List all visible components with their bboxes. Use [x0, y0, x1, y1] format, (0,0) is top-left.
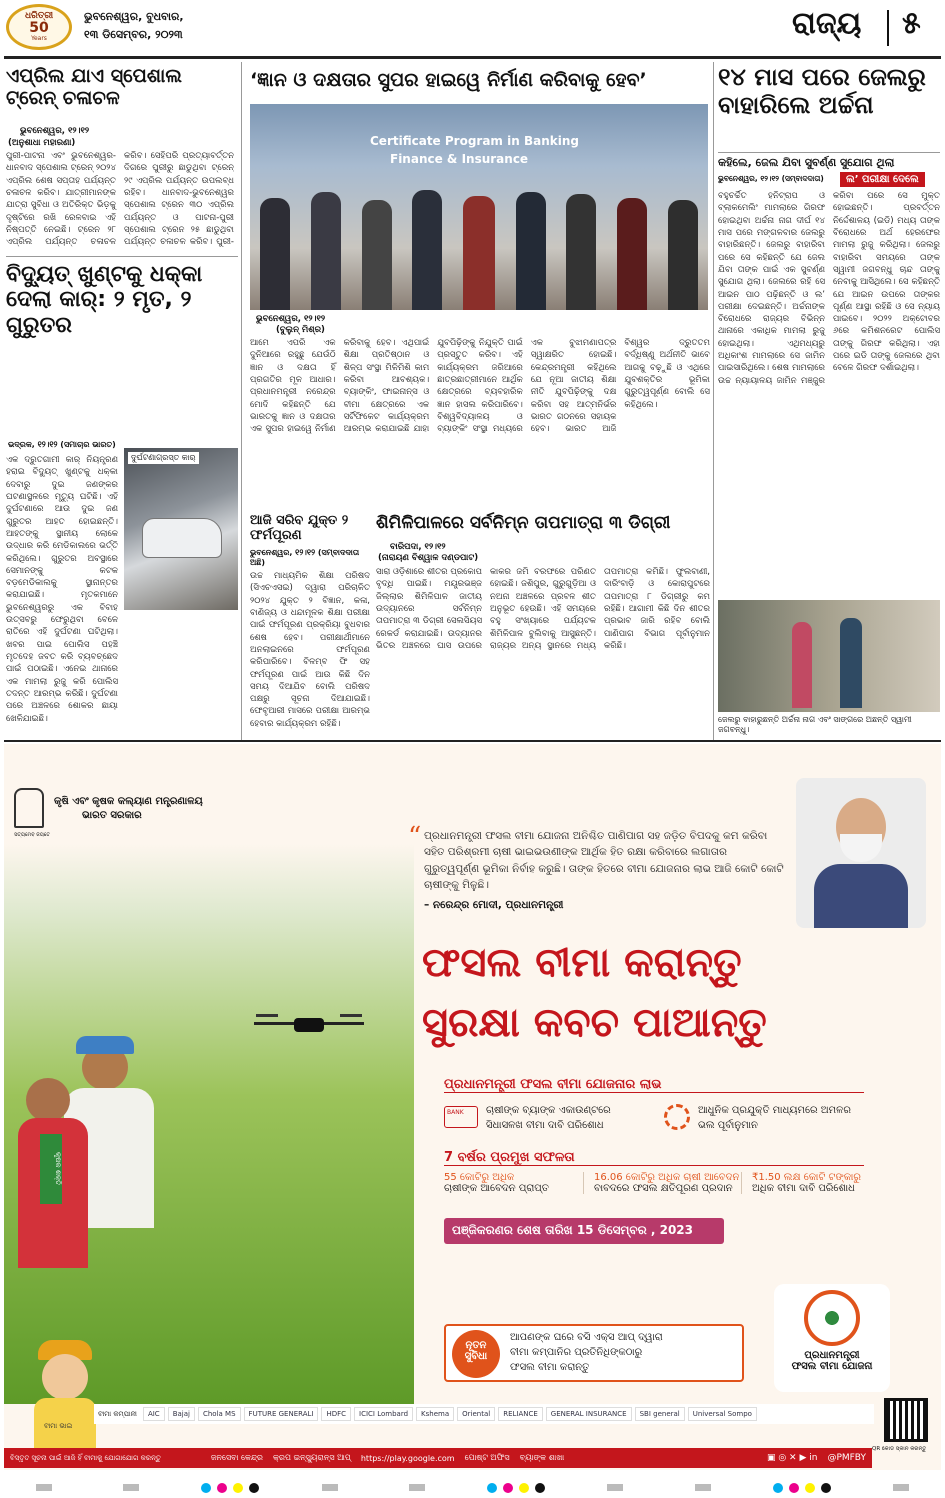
car-headline: ବିଦ୍ୟୁତ୍ ଖୁଣ୍ଟକୁ ଧକ୍କା ଦେଲା କାର୍: ୨ ମୃତ, ୨ ଗୁରୁତର	[6, 262, 203, 338]
jail-tag: ଲ’ ପରୀକ୍ଷା ଦେଲେ	[840, 172, 925, 187]
section-name: ରାଜ୍ୟ	[792, 6, 862, 41]
masthead-rule	[4, 56, 941, 59]
stat-2-label: ବାବଦରେ ଫସଲ କ୍ଷତିପୂରଣ ପ୍ରଦାନ	[594, 1183, 733, 1194]
drone-icon	[254, 1014, 364, 1038]
jail-headline: ୧୪ ମାସ ପରେ ଜେଲରୁ ବାହାରିଲେ ଅର୍ଚ୍ଚନା	[718, 63, 926, 119]
jail-photo	[718, 600, 940, 712]
car-top-rule	[6, 256, 238, 257]
ad-headline-1: ଫସଲ ବୀମା କରାନ୍ତୁ	[422, 940, 742, 986]
bottom-strip-text: ବିସ୍ତୃତ ସୂଚନା ପାଇଁ ଆଜି ହିଁ ବୀମାକୁ ଯୋଗାଯୋଗ କରନ୍ତୁ	[10, 1453, 161, 1462]
insurer-logo: FUTURE GENERALI	[244, 1407, 319, 1421]
emblem-label: ସତ୍ୟମେବ ଜୟତେ	[14, 832, 50, 838]
train-body: ପୁରୀ-ପାଟନା ଏବଂ ଭୁବନେଶ୍ୱର-ଧାନବାଦ ସ୍ପେଶାଲ ଟ୍ରେନ୍ ୨୦୨୪ ଏପ୍ରିଲ ଶେଷ ସପ୍ତାହ ପର୍ଯ୍ୟନ୍ତ ଚଳାଚଳ କରିବ। ଯାତ୍ରୀମାନଙ୍କ ଯାତ୍ରା ସୁବିଧା ଓ ଅତିରିକ୍ତ ଭିଡ଼କୁ ଦୃଷ୍ଟିରେ ରଖି ରେଳବାଇ ଏହି ନିଷ୍ପତ୍ତି ନେଇଛି। ଟ୍ରେନ ୨୮ ଏପ୍ରିଲ ପର୍ଯ୍ୟନ୍ତ ଚଳାଚଳ କରିବ। ସେହିପରି ପ୍ରତ୍ୟାବର୍ତ୍ତନ ଦିଗରେ ପୁରୀରୁ ଛାଡୁଥିବା ଟ୍ରେନ୍ ୨୯ ଏପ୍ରିଲ ପର୍ଯ୍ୟନ୍ତ ଉପଲବ୍ଧ ରହିବ। ଧାନବାଦ-ଭୁବନେଶ୍ୱର ସ୍ପେଶାଲ ଟ୍ରେନ ୩୦ ଏପ୍ରିଲ ପର୍ଯ୍ୟନ୍ତ ଓ ପାଟନା-ପୁରୀ ସ୍ପେଶାଲ ଟ୍ରେନ ୨୫ ଛାଡୁଥିବା ପର୍ଯ୍ୟନ୍ତ ଚଳାଚଳ କରିବ। ପୁରୀ-	[6, 151, 234, 248]
ministry-name: କୃଷି ଏବଂ କୃଷକ କଲ୍ୟାଣ ମନ୍ତ୍ରଣାଳୟ	[54, 796, 203, 807]
insurer-logo: GENERAL INSURANCE	[546, 1407, 632, 1421]
stat-2	[594, 1172, 742, 1194]
new-facility-box	[444, 1324, 744, 1382]
pharmacy-headline: ଆଜି ସରିବ ଯୁକ୍ତ ୨ ଫର୍ମପୂରଣ	[250, 513, 349, 543]
new-facility-badge	[452, 1330, 500, 1378]
jail-dateline: ଭୁବନେଶ୍ୱର, ୧୨।୧୨ (ସମ୍ବାଦଦାତା)	[718, 174, 824, 183]
logo-anniversary: 50	[29, 20, 49, 36]
quote-author: – ନରେନ୍ଦ୍ର ମୋଦୀ, ପ୍ରଧାନମନ୍ତ୍ରୀ	[424, 899, 564, 912]
newspaper-logo	[6, 4, 72, 50]
qr-label: QR କୋଡ ସ୍କାନ କରନ୍ତୁ	[872, 1446, 927, 1452]
bima-mascot	[16, 1334, 116, 1464]
contact-bank: ବ୍ୟାଙ୍କ ଶାଖା	[519, 1453, 565, 1462]
stat-3	[752, 1172, 892, 1194]
gray-block	[409, 1484, 425, 1491]
gray-block	[893, 1484, 909, 1491]
facility-text-2: ବୀମା କମ୍ପାନିର ପ୍ରତିନିଧିଙ୍କଠାରୁ	[510, 1347, 643, 1358]
cmyk-dots	[484, 1478, 548, 1497]
insurer-logo: Bajaj	[168, 1407, 195, 1421]
highway-headline: ‘ଜ୍ଞାନ ଓ ଦକ୍ଷତାର ସୁପର ହାଇୱେ ନିର୍ମାଣ କରିବାକୁ ହେବ’	[250, 69, 647, 91]
insurer-logo: RELIANCE	[498, 1407, 543, 1421]
stat-3-label: ଅଧିକ ବୀମା ଦାବି ପରିଶୋଧ	[752, 1183, 855, 1194]
sash-text: କୃଷକ ଶକ୍ତି	[54, 1152, 62, 1186]
benefits-title: ପ୍ରଧାନମନ୍ତ୍ରୀ ଫସଲ ବୀମା ଯୋଜନାର ଲାଭ	[444, 1077, 864, 1093]
insurer-logo: Chola MS	[198, 1407, 241, 1421]
pm-quote	[408, 822, 784, 912]
cmyk-dots	[198, 1478, 262, 1497]
insurer-logo: Universal Sompo	[688, 1407, 757, 1421]
pmfby-logo	[774, 1284, 890, 1392]
pmfby-advertisement	[4, 744, 941, 1470]
car-dateline: ଭଦ୍ରକ, ୧୨।୧୨ (ସମାଚାର ଭାରତ)	[8, 440, 116, 449]
stat-1-label: ଚାଷୀଙ୍କ ଆବେଦନ ପ୍ରାପ୍ତ	[444, 1183, 549, 1194]
temperature-body: ସାରା ଓଡ଼ିଶାରେ ଶୀତର ପ୍ରକୋପ ବୃଦ୍ଧି ପାଇଛି। ମୟୂରଭଞ୍ଜ ଜିଲ୍ଲାର ଶିମିଳିପାଳ ଜାତୀୟ ଉଦ୍ୟାନରେ ସର୍ବନିମ୍ନ ତାପମାତ୍ରା ୩ ଡିଗ୍ରୀ ସେଲସିୟସ ରେକର୍ଡ କରାଯାଇଛି। ଉଦ୍ୟାନର ଭିତର ଅଞ୍ଚଳରେ ଘାସ ଉପରେ କାକର ଜମି ବରଫରେ ପରିଣତ ହୋଇଛି। ଜଶିପୁର, ଗୁରୁଗୁଡ଼ିଆ ଓ ନଅନା ଅଞ୍ଚଳରେ ପ୍ରବଳ ଶୀତ ଅନୁଭୂତ ହେଉଛି। ଏହି ସମୟରେ ବହୁ ସଂଖ୍ୟାରେ ପର୍ଯ୍ୟଟକ ଶିମିଳିପାଳ ବୁଲିବାକୁ ଆସୁଛନ୍ତି। ରାଜ୍ୟର ଅନ୍ୟ ସ୍ଥାନରେ ମଧ୍ୟ ତାପମାତ୍ରା କମିଛି। ଫୁଲବାଣୀ, ଦାରିଂବାଡ଼ି ଓ କୋରାପୁଟରେ ତାପମାତ୍ରା ୮ ଡିଗ୍ରୀରୁ କମ ରହିଛି। ଆଗାମୀ କିଛି ଦିନ ଶୀତର ପ୍ରଭାବ ଜାରି ରହିବ ବୋଲି ପାଣିପାଗ ବିଭାଗ ପୂର୍ବାନୁମାନ କରିଛି।	[376, 567, 710, 651]
insurer-logo: HDFC	[321, 1407, 351, 1421]
insurers-label: ବୀମା କମ୍ପାନୀ	[98, 1409, 137, 1418]
logo-years: Years	[31, 35, 47, 42]
highway-photo	[250, 104, 708, 310]
ad-headline-2: ସୁରକ୍ଷା କବଚ ପାଆନ୍ତୁ	[422, 1000, 767, 1046]
facility-text-3: ଫସଲ ବୀମା କରାନ୍ତୁ	[510, 1362, 590, 1373]
highway-byline: (ବୁଲୁନ୍ ମିଶ୍ର)	[276, 325, 325, 335]
quote-mark-icon: “	[408, 822, 422, 852]
jail-body: ବହୁଚର୍ଚ୍ଚିତ ହନିଟ୍ରାପ ଓ ବ୍ଲାକମେଲିଂ ମାମଲାରେ ଗିରଫ ହୋଇଥିବା ଅର୍ଚ୍ଚନା ନାଗ ଦୀର୍ଘ ୧୪ ମାସ ପରେ ମଙ୍ଗଳବାର ଜେଲରୁ ବାହାରିଛନ୍ତି। ଜେଲରୁ ବାହାରିବା ପରେ ସେ କହିଛନ୍ତି ଯେ ଜେଲ ଯିବା ତାଙ୍କ ପାଇଁ ଏକ ସୁବର୍ଣ୍ଣ ସୁଯୋଗ ଥିଲା। ଜେଲରେ ରହି ସେ ଆଇନ ପାଠ ପଢ଼ିଛନ୍ତି ଓ ଲ’ ପରୀକ୍ଷା ଦେଇଛନ୍ତି। ଅର୍ଚ୍ଚନାଙ୍କ ବିରୋଧରେ ରାଜ୍ୟର ବିଭିନ୍ନ ଥାନାରେ ଏକାଧିକ ମାମଲା ରୁଜୁ ହୋଇଥିଲା। ଏଥିମଧ୍ୟରୁ ଅଧିକାଂଶ ମାମଲାରେ ସେ ଜାମିନ ପାଇସାରିଥିଲେ। ଶେଷ ମାମଲାରେ ଉଚ୍ଚ ନ୍ୟାୟାଳୟ ଜାମିନ ମଞ୍ଜୁର କରିବା ପରେ ସେ ମୁକ୍ତ ହୋଇଛନ୍ତି। ପ୍ରବର୍ତ୍ତନ ନିର୍ଦ୍ଦେଶାଳୟ (ଇଡି) ମଧ୍ୟ ତାଙ୍କ ବିରୋଧରେ ଅର୍ଥ ହେରଫେର ମାମଲା ରୁଜୁ କରିଥିଲା। ଜେଲରୁ ବାହାରିବା ସମୟରେ ତାଙ୍କ ସ୍ୱାମୀ ଜଗବନ୍ଧୁ ଚାନ୍ଦ ତାଙ୍କୁ ନେବାକୁ ଆସିଥିଲେ। ସେ କହିଛନ୍ତି ଯେ ଆଇନ ଉପରେ ତାଙ୍କର ପୂର୍ଣ୍ଣ ଆସ୍ଥା ରହିଛି ଓ ସେ ନ୍ୟାୟ ପାଇବେ। ୨୦୨୨ ଅକ୍ଟୋବର ୬ରେ କମିଶନରେଟ ପୋଲିସ ତାଙ୍କୁ ଗିରଫ କରିଥିଲା। ଏହା ପରେ ଇଡି ତାଙ୍କୁ ଜେଲରେ ଥିବା ବେଳେ ଗିରଫ ଦର୍ଶାଇଥିଲା।	[718, 191, 940, 386]
car-photo	[124, 448, 238, 610]
new-facility-2: ସୁବିଧା	[464, 1351, 488, 1362]
temperature-dateline: ବାରିପଦା, ୧୨।୧୨	[390, 542, 446, 552]
photo-banner-1: Certificate Program in Banking	[370, 134, 579, 148]
achievements-title: 7 ବର୍ଷର ପ୍ରମୁଖ ସଫଳତା	[444, 1150, 864, 1166]
contact-url[interactable]: https://play.google.com	[360, 1453, 455, 1463]
stat-2-value: 16.06 କୋଟିରୁ ଅଧିକ ଚାଷୀ ଆବେଦନ	[594, 1172, 740, 1183]
stat-3-value: ₹1.50 ଲକ୍ଷ କୋଟି ଟଙ୍କାରୁ	[752, 1172, 862, 1183]
registration-marks	[0, 1478, 945, 1496]
pharmacy-body: ଉଚ୍ଚ ମାଧ୍ୟମିକ ଶିକ୍ଷା ପରିଷଦ (ସିଏଚଏସଇ) ଦ୍ୱାରା ପରିଚାଳିତ ୨୦୨୪ ଯୁକ୍ତ ୨ ବିଜ୍ଞାନ, କଳା, ବାଣିଜ୍ୟ ଓ ଧନ୍ଦାମୂଳକ ଶିକ୍ଷା ପରୀକ୍ଷା ପାଇଁ ଫର୍ମପୂରଣ ପ୍ରକ୍ରିୟା ବୁଧବାର ଶେଷ ହେବ। ପରୀକ୍ଷାର୍ଥୀମାନେ ଅନଲାଇନରେ ଫର୍ମପୂରଣ କରିପାରିବେ। ବିଳମ୍ବ ଫି ସହ ଫର୍ମପୂରଣ ପାଇଁ ଆଉ କିଛି ଦିନ ସମୟ ଦିଆଯିବ ବୋଲି ପରିଷଦ ପକ୍ଷରୁ ସୂଚନା ଦିଆଯାଇଛି। ଫେବୃଆରୀ ମାସରେ ପରୀକ୍ଷା ଆରମ୍ଭ ହେବାର କାର୍ଯ୍ୟକ୍ରମ ରହିଛି।	[250, 571, 370, 729]
benefit-1: ଚାଷୀଙ୍କ ବ୍ୟାଙ୍କ ଏକାଉଣ୍ଟରେ ସିଧାସଳଖ ବୀମା ଦାବି ପରିଶୋଧ	[486, 1105, 611, 1131]
temperature-headline: ଶିମିଳିପାଳରେ ସର୍ବନିମ୍ନ ତାପମାତ୍ରା ୩ ଡିଗ୍ରୀ	[376, 513, 671, 533]
dignitaries-row	[250, 182, 708, 310]
gray-block	[36, 1484, 52, 1491]
insurer-logo: Oriental	[457, 1407, 495, 1421]
car-shape	[142, 518, 222, 558]
ad-top-rule	[4, 740, 941, 742]
facility-text-1: ଆପଣଙ୍କ ଘରେ ବସି ଏକ୍ସ ଆପ୍ ଦ୍ୱାରା	[510, 1332, 663, 1343]
highway-body: ଆମେ ଏପରି ଏକ ଦୁନିଆରେ ରହୁଛୁ ଯେଉଁଠି ଜ୍ଞାନ ଓ ଦକ୍ଷତା ହିଁ ପ୍ରଗତିର ମୂଳ ଆଧାର। ପ୍ରଧାନମନ୍ତ୍ରୀ ନରେନ୍ଦ୍ର ମୋଦି କହିଛନ୍ତି ଯେ ଭାରତକୁ ଜ୍ଞାନ ଓ ଦକ୍ଷତାର ଏକ ସୁପର ହାଇୱେ ନିର୍ମାଣ କରିବାକୁ ହେବ। ଏଥିପାଇଁ ଶିକ୍ଷା ପ୍ରତିଷ୍ଠାନ ଓ ଶିଳ୍ପ ସଂସ୍ଥା ମିଳିମିଶି କାମ କରିବା ଆବଶ୍ୟକ। ବ୍ୟାଙ୍କିଂ, ଫାଇନାନ୍ସ ଓ ବୀମା କ୍ଷେତ୍ରରେ ଏକ ସର୍ଟିଫିକେଟ କାର୍ଯ୍ୟକ୍ରମ ଆରମ୍ଭ କରାଯାଇଛି ଯାହା ଯୁବପିଢ଼ିଙ୍କୁ ନିଯୁକ୍ତି ପାଇଁ ପ୍ରସ୍ତୁତ କରିବ। ଏହି କାର୍ଯ୍ୟକ୍ରମ ଜରିଆରେ ଛାତ୍ରଛାତ୍ରୀମାନେ ଆର୍ଥିକ କ୍ଷେତ୍ରରେ ବ୍ୟବହାରିକ ଜ୍ଞାନ ହାସଲ କରିପାରିବେ। ବିଶ୍ୱବିଦ୍ୟାଳୟ ଓ ବ୍ୟାଙ୍କିଂ ସଂସ୍ଥା ମଧ୍ୟରେ ଏକ ବୁଝାମଣାପତ୍ର ସ୍ୱାକ୍ଷରିତ ହୋଇଛି। କେନ୍ଦ୍ରମନ୍ତ୍ରୀ କହିଥିଲେ ଯେ ନୂଆ ଜାତୀୟ ଶିକ୍ଷା ନୀତି ଯୁବପିଢ଼ିଙ୍କୁ ଦକ୍ଷ କରିବା ସହ ଆତ୍ମନିର୍ଭର ଭାରତ ଗଠନରେ ସହାୟକ ହେବ। ଭାରତ ଆଜି ବିଶ୍ୱର ଦ୍ରୁତତମ ବର୍ଦ୍ଧିଷ୍ଣୁ ଅର୍ଥନୀତି ଭାବେ ଆଗକୁ ବଢ଼ୁଛି ଓ ଏଥିରେ ଯୁବଶକ୍ତିର ଭୂମିକା ଗୁରୁତ୍ୱପୂର୍ଣ୍ଣ ବୋଲି ସେ କହିଥିଲେ।	[250, 338, 710, 435]
bank-card-icon	[444, 1106, 478, 1128]
jail-caption: ଜେଲରୁ ବାହାରୁଛନ୍ତି ଅର୍ଚ୍ଚନା ନାଗ ଏବଂ ସାଙ୍ଗରେ ଅଛନ୍ତି ସ୍ୱାମୀ ଜଗବନ୍ଧୁ।	[718, 715, 912, 735]
dateline-2: ୧୩ ଡିସେମ୍ବର, ୨୦୨୩	[84, 28, 183, 41]
national-emblem-icon	[14, 788, 50, 838]
gray-block	[607, 1484, 623, 1491]
new-facility-1: ନୂତନ	[465, 1340, 487, 1351]
contact-jana-seva: ଜନସେବା କେନ୍ଦ୍ର	[210, 1453, 263, 1462]
car-photo-caption: ଦୁର୍ଘଟଣାଗ୍ରସ୍ତ କାର୍	[128, 452, 199, 464]
gray-block	[123, 1484, 139, 1491]
temperature-byline: (ନାରାୟଣ ବିଶ୍ୱାଳ ଦଣ୍ଡପାଟ)	[378, 553, 479, 563]
social-handle[interactable]: @PMFBY	[827, 1453, 866, 1463]
stat-1-value: 55 କୋଟିରୁ ଅଧିକ	[444, 1172, 515, 1183]
social-icons: ▣ ◎ ✕ ▶ in	[766, 1453, 818, 1463]
train-dateline: ଭୁବନେଶ୍ୱର, ୧୨।୧୨	[20, 126, 90, 136]
gray-block	[322, 1484, 338, 1491]
page-number: ୫	[902, 6, 921, 41]
field-image	[4, 844, 414, 1404]
col-divider-2	[713, 62, 714, 740]
jail-photo-figure-1	[792, 622, 812, 708]
ministry-govt: ଭାରତ ସରକାର	[82, 810, 142, 821]
insurers-strip	[94, 1404, 874, 1424]
car-body: ଏକ ଦ୍ରୁତଗାମୀ କାର୍ ନିୟନ୍ତ୍ରଣ ହରାଇ ବିଦ୍ୟୁତ୍ ଖୁଣ୍ଟକୁ ଧକ୍କା ଦେବାରୁ ଦୁଇ ଜଣଙ୍କର ଘଟଣାସ୍ଥଳରେ ମୃତ୍ୟୁ ଘଟିଛି। ଏହି ଦୁର୍ଘଟଣାରେ ଆଉ ଦୁଇ ଜଣ ଗୁରୁତର ଆହତ ହୋଇଛନ୍ତି। ଆହତଙ୍କୁ ସ୍ଥାନୀୟ ଲୋକେ ଉଦ୍ଧାର କରି ମେଡିକାଲରେ ଭର୍ତ୍ତି କରିଥିଲେ। ଗୁରୁତର ଅବସ୍ଥାରେ ସେମାନଙ୍କୁ କଟକ ବଡ଼ମେଡିକାଲକୁ ସ୍ଥାନାନ୍ତର କରାଯାଇଛି। ମୃତକମାନେ ଭୁବନେଶ୍ୱରରୁ ଏକ ବିବାହ ଉତ୍ସବରୁ ଫେରୁଥିବା ବେଳେ ରାତିରେ ଏହି ଦୁର୍ଘଟଣା ଘଟିଥିଲା। ଖବର ପାଇ ପୋଲିସ ପହଞ୍ଚି ମୃତଦେହ ଜବତ କରି ବ୍ୟବଚ୍ଛେଦ ପାଇଁ ପଠାଇଛି। ଏନେଇ ଥାନାରେ ଏକ ମାମଲା ରୁଜୁ କରି ପୋଲିସ ତଦନ୍ତ ଆରମ୍ଭ କରିଛି। ଦୁର୍ଘଟଣା ପରେ ଅଞ୍ଚଳରେ ଶୋକର ଛାୟା ଖେଳିଯାଇଛି।	[6, 455, 118, 724]
scheme-logo-2: ଫସଲ ବୀମା ଯୋଜନା	[791, 1361, 873, 1372]
train-headline: ଏପ୍ରିଲ ଯାଏ ସ୍ପେଶାଲ ଟ୍ରେନ୍ ଚଳାଚଳ	[6, 65, 182, 109]
qr-code[interactable]	[884, 1398, 928, 1442]
jail-subhead: କହିଲେ, ଜେଲ ଯିବା ସୁବର୍ଣ୍ଣ ସୁଯୋଗ ଥିଲା	[718, 152, 940, 170]
train-byline: (ଅନୁଶାଧା ମହାରଣା)	[8, 138, 76, 148]
cmyk-dots	[770, 1478, 834, 1497]
masthead	[0, 0, 945, 54]
dateline-1: ଭୁବନେଶ୍ୱର, ବୁଧବାର,	[84, 10, 184, 23]
insurer-logo: ICICI Lombard	[354, 1407, 413, 1421]
insurer-logo: Kshema	[416, 1407, 454, 1421]
logo-text: ଧରିତ୍ରୀ	[24, 11, 54, 21]
mascot-label: ବୀମା ଭାଇ	[44, 1422, 73, 1430]
highway-dateline: ଭୁବନେଶ୍ୱର, ୧୨।୧୨	[256, 314, 326, 324]
col-divider-1	[241, 62, 242, 740]
registration-deadline: ପଞ୍ଜିକରଣର ଶେଷ ତାରିଖ 15 ଡିସେମ୍ବର , 2023	[444, 1218, 724, 1244]
ad-bottom-strip	[4, 1448, 872, 1468]
wheat-icon	[804, 1290, 860, 1346]
insurer-logo: SBI general	[635, 1407, 685, 1421]
contact-post-office: ପୋଷ୍ଟ ଅଫିସ	[464, 1453, 510, 1462]
crop-gear-icon	[664, 1104, 690, 1130]
stat-1	[444, 1172, 584, 1194]
pm-portrait	[796, 778, 926, 928]
photo-banner-2: Finance & Insurance	[390, 152, 529, 166]
contact-app: କ୍ରପ ଇନ୍ସ୍ୟୁରାନ୍ସ ଆପ୍	[273, 1453, 351, 1462]
insurer-logo: AIC	[143, 1407, 165, 1421]
scheme-logo-1: ପ୍ରଧାନମନ୍ତ୍ରୀ	[804, 1350, 860, 1361]
jail-photo-figure-2	[840, 618, 862, 708]
farmer-sash	[40, 1134, 62, 1204]
gray-block	[695, 1484, 711, 1491]
quote-text: ପ୍ରଧାନମନ୍ତ୍ରୀ ଫସଲ ବୀମା ଯୋଜନା ଅନିଶ୍ଚିତ ପାଣିପାଗ ସହ ଜଡ଼ିତ ବିପଦକୁ କମ କରିବା ସହିତ ପରିଶ୍ରମୀ ଚାଷୀ ଭାଇଭଉଣୀଙ୍କ ଆର୍ଥିକ ହିତ ରକ୍ଷା କରିବାରେ ଲଗାତାର ଗୁରୁତ୍ୱପୂର୍ଣ୍ଣ ଭୂମିକା ନିର୍ବାହ କରୁଛି। ତାଙ୍କ ହିତରେ ବୀମା ଯୋଜନାର ଲାଭ ଆଜି କୋଟି କୋଟି ଚାଷୀଙ୍କୁ ମିଳୁଛି।	[424, 830, 784, 891]
bank-label: BANK	[447, 1109, 464, 1116]
masthead-divider	[887, 10, 889, 46]
benefit-2: ଆଧୁନିକ ପ୍ରଯୁକ୍ତି ମାଧ୍ୟମରେ ଅମଳର ଭଲ ପୂର୍ବାନୁମାନ	[698, 1105, 851, 1131]
pharmacy-dateline: ଭୁବନେଶ୍ୱର, ୧୨।୧୨ (ସମ୍ବାଦଦାତା ଅଛି)	[250, 548, 360, 567]
